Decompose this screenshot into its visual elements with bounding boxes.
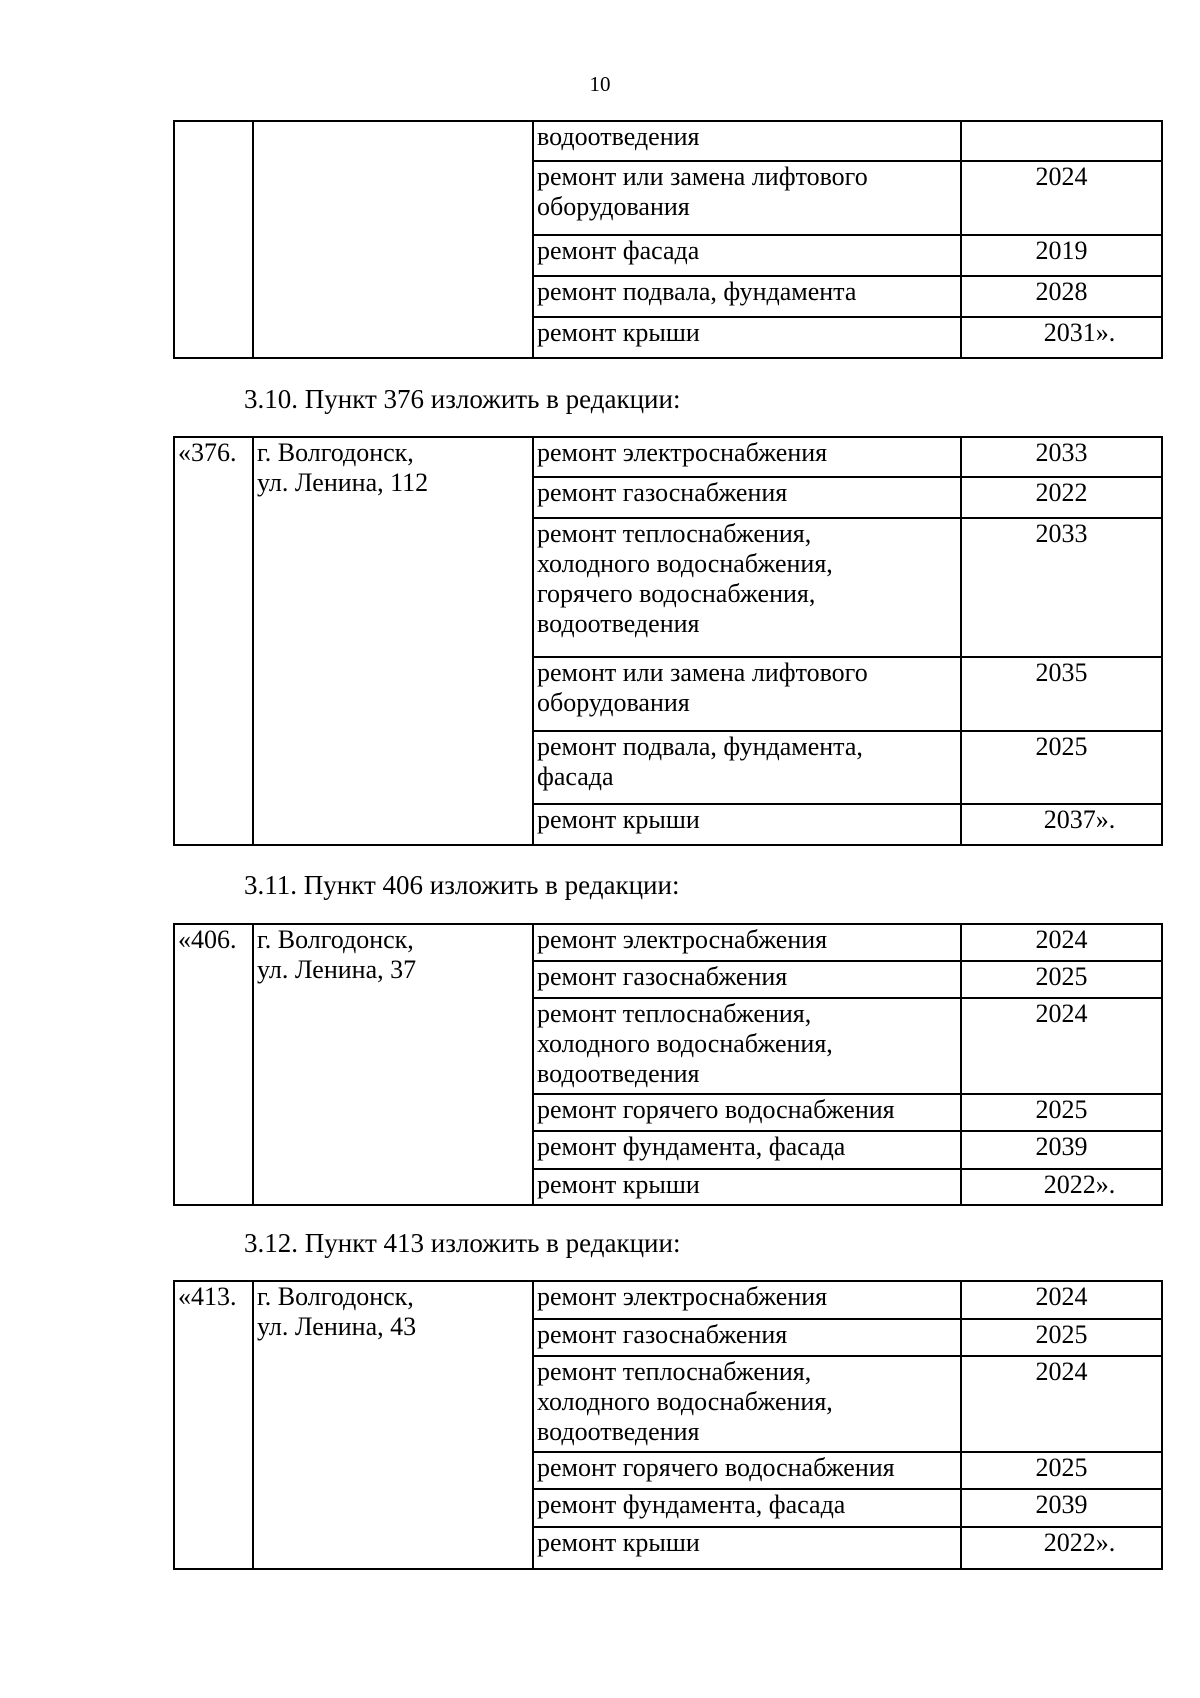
work-type-line: ремонт фасада	[537, 236, 700, 265]
work-type-cell	[533, 1281, 961, 1319]
year-cell	[961, 477, 1162, 518]
year-cell	[961, 961, 1162, 998]
planned-year: 2033	[1035, 438, 1088, 467]
year-cell	[961, 998, 1162, 1094]
address-line: ул. Ленина, 43	[257, 1312, 417, 1341]
planned-year: 2028	[1035, 277, 1088, 306]
year-cell	[961, 924, 1162, 961]
year-cell	[961, 1281, 1162, 1319]
work-type-line: оборудования	[537, 688, 690, 717]
year-cell	[961, 121, 1162, 161]
planned-year: 2039	[1035, 1132, 1088, 1161]
repair-schedule-table	[173, 1280, 1161, 1570]
item-number: «406.	[178, 925, 237, 954]
year-cell	[961, 1169, 1162, 1205]
work-type-cell	[533, 998, 961, 1094]
planned-year: 2024	[1035, 162, 1088, 191]
work-type-cell	[533, 121, 961, 161]
work-type-line: водоотведения	[537, 122, 700, 151]
work-type-cell	[533, 804, 961, 845]
repair-schedule-table	[173, 923, 1161, 1206]
section-heading: 3.10. Пункт 376 изложить в редакции:	[244, 384, 681, 414]
work-type-cell	[533, 924, 961, 961]
planned-year: 2037».	[1043, 805, 1116, 834]
planned-year: 2022	[1035, 478, 1088, 507]
planned-year: 2025	[1035, 962, 1088, 991]
planned-year: 2031».	[1043, 318, 1116, 347]
section-heading: 3.12. Пункт 413 изложить в редакции:	[244, 1228, 681, 1258]
work-type-cell	[533, 1169, 961, 1205]
year-cell	[961, 1527, 1162, 1569]
work-type-line: ремонт теплоснабжения,	[537, 999, 812, 1028]
work-type-cell	[533, 1319, 961, 1356]
work-type-cell	[533, 1356, 961, 1452]
work-type-line: холодного водоснабжения,	[537, 549, 833, 578]
table-row	[174, 1281, 1162, 1319]
work-type-cell	[533, 961, 961, 998]
item-number-cell	[174, 121, 253, 358]
item-number-cell	[174, 437, 253, 845]
address-cell	[253, 1281, 533, 1569]
planned-year: 2022».	[1043, 1170, 1116, 1199]
work-type-cell	[533, 1452, 961, 1489]
table-row	[174, 437, 1162, 477]
work-type-line: ремонт или замена лифтового	[537, 658, 868, 687]
address-line: ул. Ленина, 37	[257, 955, 417, 984]
year-cell	[961, 1356, 1162, 1452]
work-type-line: ремонт крыши	[537, 318, 700, 347]
work-type-line: ремонт теплоснабжения,	[537, 519, 812, 548]
year-cell	[961, 161, 1162, 235]
planned-year: 2025	[1035, 1320, 1088, 1349]
repair-schedule-table	[173, 120, 1161, 359]
planned-year: 2033	[1035, 519, 1088, 548]
work-type-cell	[533, 235, 961, 276]
work-type-line: ремонт горячего водоснабжения	[537, 1453, 895, 1482]
work-type-line: ремонт крыши	[537, 805, 700, 834]
work-type-line: ремонт фундамента, фасада	[537, 1490, 846, 1519]
year-cell	[961, 276, 1162, 317]
work-type-cell	[533, 1094, 961, 1131]
work-type-line: холодного водоснабжения,	[537, 1387, 833, 1416]
work-type-line: ремонт подвала, фундамента,	[537, 732, 863, 761]
work-type-line: водоотведения	[537, 1059, 700, 1088]
planned-year: 2019	[1035, 236, 1088, 265]
work-type-line: фасада	[537, 762, 614, 791]
year-cell	[961, 1094, 1162, 1131]
work-type-line: водоотведения	[537, 609, 700, 638]
planned-year: 2035	[1035, 658, 1088, 687]
planned-year: 2025	[1035, 1453, 1088, 1482]
work-type-line: ремонт газоснабжения	[537, 1320, 788, 1349]
work-type-line: ремонт фундамента, фасада	[537, 1132, 846, 1161]
work-type-line: ремонт электроснабжения	[537, 438, 828, 467]
work-type-line: ремонт горячего водоснабжения	[537, 1095, 895, 1124]
item-number-cell	[174, 924, 253, 1205]
year-cell	[961, 518, 1162, 657]
work-type-cell	[533, 657, 961, 731]
work-type-line: водоотведения	[537, 1417, 700, 1446]
page-number: 10	[589, 72, 611, 96]
planned-year: 2025	[1035, 1095, 1088, 1124]
work-type-cell	[533, 276, 961, 317]
item-number: «376.	[178, 438, 237, 467]
year-cell	[961, 731, 1162, 804]
year-cell	[961, 1489, 1162, 1527]
address-cell	[253, 121, 533, 358]
year-cell	[961, 317, 1162, 358]
planned-year: 2022».	[1043, 1528, 1116, 1557]
work-type-line: оборудования	[537, 192, 690, 221]
planned-year: 2024	[1035, 1282, 1088, 1311]
work-type-line: ремонт подвала, фундамента	[537, 277, 857, 306]
planned-year: 2039	[1035, 1490, 1088, 1519]
address-line: г. Волгодонск,	[257, 438, 414, 467]
item-number: «413.	[178, 1282, 237, 1311]
work-type-cell	[533, 317, 961, 358]
year-cell	[961, 1319, 1162, 1356]
planned-year: 2024	[1035, 1357, 1088, 1386]
item-number-cell	[174, 1281, 253, 1569]
table-row	[174, 924, 1162, 961]
work-type-line: ремонт или замена лифтового	[537, 162, 868, 191]
planned-year: 2024	[1035, 999, 1088, 1028]
year-cell	[961, 1452, 1162, 1489]
work-type-cell	[533, 1489, 961, 1527]
work-type-line: горячего водоснабжения,	[537, 579, 816, 608]
work-type-cell	[533, 437, 961, 477]
year-cell	[961, 235, 1162, 276]
table-row	[174, 121, 1162, 161]
work-type-cell	[533, 1131, 961, 1169]
work-type-cell	[533, 518, 961, 657]
address-line: ул. Ленина, 112	[257, 468, 429, 497]
planned-year: 2024	[1035, 925, 1088, 954]
work-type-line: ремонт газоснабжения	[537, 962, 788, 991]
address-line: г. Волгодонск,	[257, 1282, 414, 1311]
work-type-line: ремонт электроснабжения	[537, 925, 828, 954]
work-type-line: ремонт крыши	[537, 1528, 700, 1557]
work-type-cell	[533, 161, 961, 235]
year-cell	[961, 1131, 1162, 1169]
work-type-line: ремонт теплоснабжения,	[537, 1357, 812, 1386]
work-type-line: ремонт электроснабжения	[537, 1282, 828, 1311]
work-type-line: ремонт газоснабжения	[537, 478, 788, 507]
address-line: г. Волгодонск,	[257, 925, 414, 954]
planned-year: 2025	[1035, 732, 1088, 761]
repair-schedule-table	[173, 436, 1161, 846]
work-type-cell	[533, 477, 961, 518]
address-cell	[253, 437, 533, 845]
address-cell	[253, 924, 533, 1205]
work-type-line: холодного водоснабжения,	[537, 1029, 833, 1058]
year-cell	[961, 804, 1162, 845]
year-cell	[961, 657, 1162, 731]
work-type-line: ремонт крыши	[537, 1170, 700, 1199]
section-heading: 3.11. Пункт 406 изложить в редакции:	[244, 870, 680, 900]
work-type-cell	[533, 731, 961, 804]
year-cell	[961, 437, 1162, 477]
work-type-cell	[533, 1527, 961, 1569]
